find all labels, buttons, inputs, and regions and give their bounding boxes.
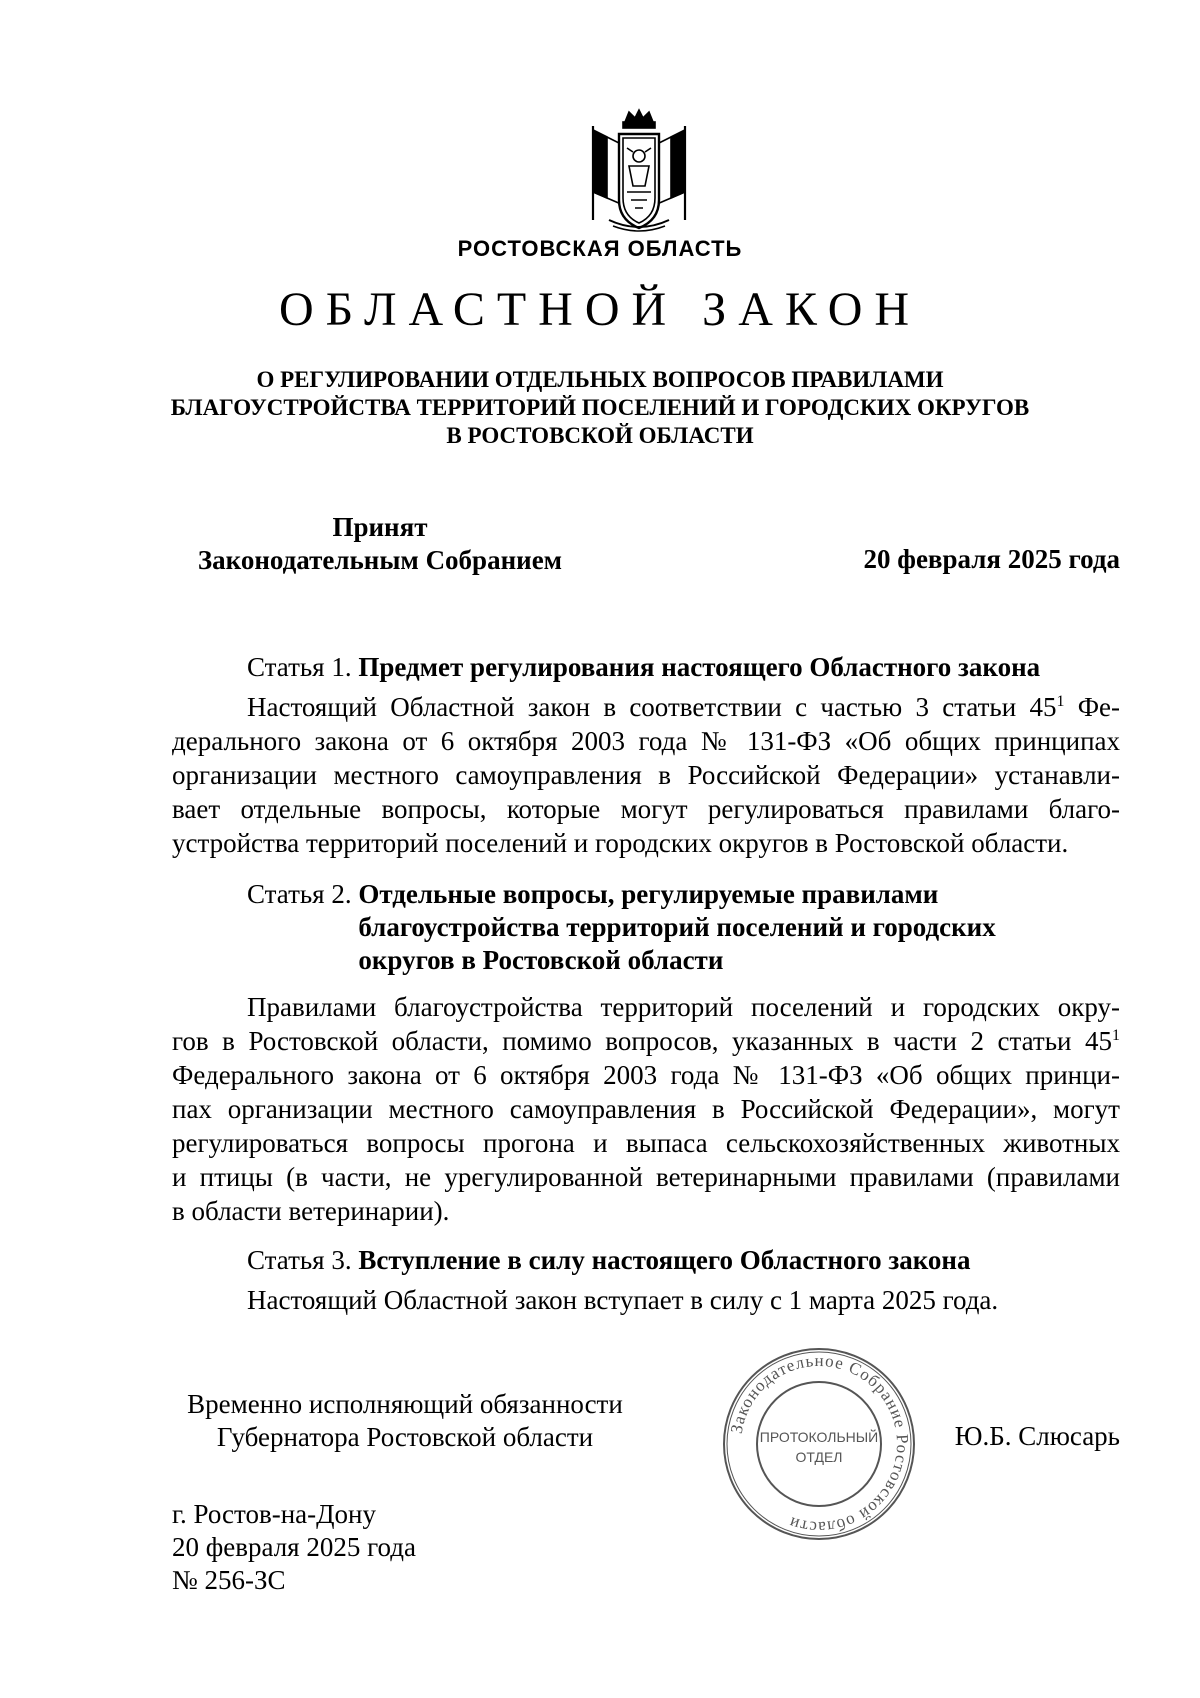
body-line: пах организации местного самоуправления в Российской Федерации», могут [172,1094,1120,1124]
article-number: Статья 1. [247,652,352,682]
article-3-body [172,1283,1120,1317]
body-line: организации местного самоуправления в Российской Федерации» устанавли- [172,760,1120,790]
article-1-heading [247,651,1127,684]
seal-ring-text: Законодательное Собрание Ростовской области [726,1350,913,1538]
signatory-position [170,1388,640,1454]
adoption-block [170,511,590,577]
official-seal-stamp [721,1346,917,1542]
signatory-name: Ю.Б. Слюсарь [954,1421,1120,1451]
article-title-line: благоустройства территорий поселений и городских [358,912,996,942]
body-line: регулироваться вопросы прогона и выпаса сельскохозяйственных животных [172,1128,1120,1158]
article-2-body [172,990,1120,1228]
article-number: Статья 3. [247,1245,352,1275]
body-line: устройства территорий поселений и городских округов в Ростовской области. [172,828,1069,858]
issue-details [172,1498,416,1597]
article-1-body [172,690,1120,860]
article-number: Статья 2. [247,879,352,909]
seal-center-line: ПРОТОКОЛЬНЫЙ [759,1429,879,1445]
subject-line: О РЕГУЛИРОВАНИИ ОТДЕЛЬНЫХ ВОПРОСОВ ПРАВИЛАМИ [256,367,944,392]
law-number: № 256-ЗС [172,1565,286,1595]
adopted-by: Законодательным Собранием [197,545,563,575]
issue-date: 20 февраля 2025 года [172,1532,416,1562]
body-line: Правилами благоустройства территорий поселений и городских окру- [247,992,1120,1022]
adopted-label: Принят [332,512,428,542]
body-line: гов в Ростовской области, помимо вопросов, указанных в части 2 статьи $45^1$ [172,1026,1120,1056]
article-title-line: Отдельные вопросы, регулируемые правилами [358,879,939,909]
law-type-title: ОБЛАСТНОЙ ЗАКОН [278,283,922,336]
position-line: Губернатора Ростовской области [216,1422,594,1452]
region-name: РОСТОВСКАЯ ОБЛАСТЬ [457,236,743,261]
law-subject-title [100,366,1100,450]
coat-of-arms-emblem [583,108,695,236]
article-3-heading [247,1244,1127,1277]
body-line: вает отдельные вопросы, которые могут регулироваться правилами благо- [172,794,1120,824]
body-line: Настоящий Областной закон вступает в силу с 1 марта 2025 года. [247,1285,999,1315]
article-title [358,878,995,977]
article-title: Предмет регулирования настоящего Областного закона [358,652,1041,682]
article-title-line: округов в Ростовской области [358,945,724,975]
body-line: и птицы (в части, не урегулированной ветеринарными правилами (правилами [172,1162,1120,1192]
body-line-text: Настоящий Областной закон в соответствии с частью 3 статьи $45^1$ Фе- [247,692,1120,722]
issue-place: г. Ростов-на-Дону [172,1499,377,1529]
body-line: дерального закона от 6 октября 2003 года № 131-ФЗ «Об общих принципах [172,726,1120,756]
seal-center-line: ОТДЕЛ [795,1449,843,1465]
body-line [172,690,1120,724]
subject-line: БЛАГОУСТРОЙСТВА ТЕРРИТОРИЙ ПОСЕЛЕНИЙ И ГОРОДСКИХ ОКРУГОВ [170,395,1030,420]
adoption-date: 20 февраля 2025 года [863,544,1120,574]
position-line: Временно исполняющий обязанности [187,1389,623,1419]
body-line: в области ветеринарии). [172,1196,450,1226]
body-line: Федерального закона от 6 октября 2003 года № 131-ФЗ «Об общих принци- [172,1060,1120,1090]
article-title: Вступление в силу настоящего Областного закона [358,1245,971,1275]
article-2-heading [247,878,1127,977]
subject-line: В РОСТОВСКОЙ ОБЛАСТИ [446,423,754,448]
